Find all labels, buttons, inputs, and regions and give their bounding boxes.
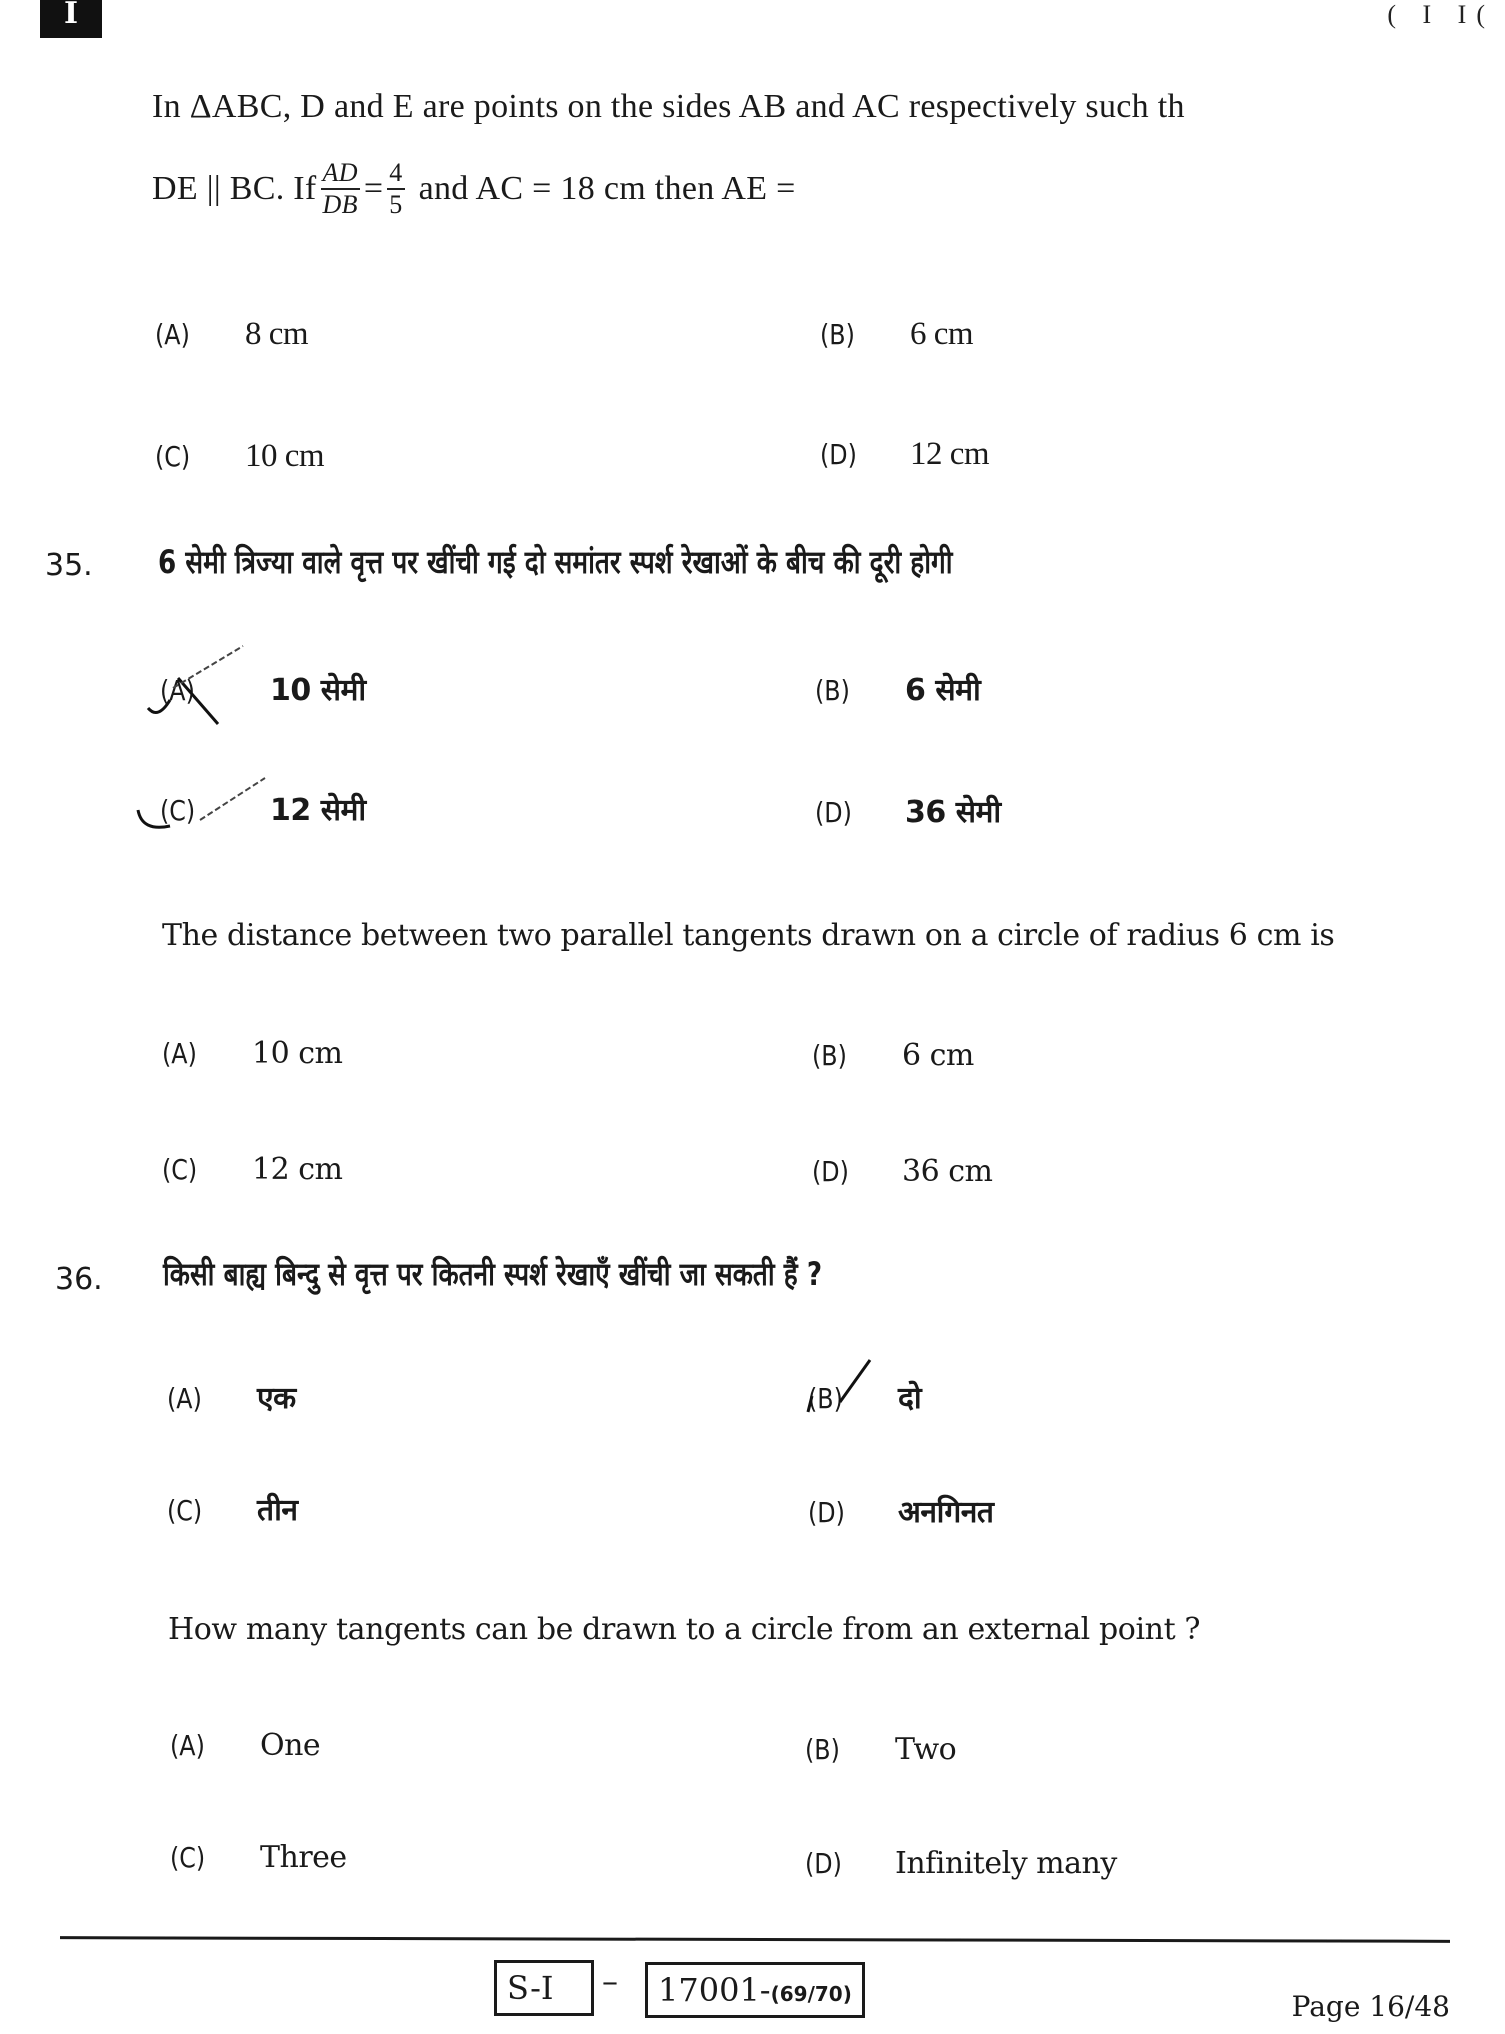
q35-english-option-d[interactable]: (D) 36 cm	[812, 1154, 993, 1189]
crossed-out-mark-icon	[138, 638, 248, 728]
q36-hindi-option-c[interactable]: (C) तीन	[167, 1493, 298, 1528]
q35-english-option-b[interactable]: (B) 6 cm	[812, 1038, 974, 1073]
q36-english-text: How many tangents can be drawn to a circle from an external point ?	[168, 1612, 1201, 1647]
q34-line2-pre: DE || BC. If	[152, 170, 317, 207]
q34-line2-post: and AC = 18 cm then AE =	[418, 170, 796, 207]
q36-english-option-c[interactable]: (C) Three	[170, 1840, 347, 1875]
paper-code-box: 17001-(69/70)	[645, 1962, 865, 2018]
q36-english-option-d[interactable]: (D) Infinitely many	[805, 1846, 1117, 1881]
q34-fraction-4-5: $\frac{4}{5}$	[389, 158, 403, 219]
q34-fraction-ad-db: $\frac{AD}{DB}$	[322, 158, 358, 219]
q35-hindi-option-b[interactable]: (B) 6 सेमी	[815, 673, 981, 708]
q35-hindi-option-d[interactable]: (D) 36 सेमी	[815, 795, 1001, 830]
q35-hindi-text: 6 सेमी त्रिज्या वाले वृत्त पर खींची गई दो समांतर स्पर्श रेखाओं के बीच की दूरी होगी	[158, 543, 953, 581]
q35-english-text: The distance between two parallel tangents drawn on a circle of radius 6 cm is	[162, 918, 1335, 953]
page-number: Page 16/48	[1291, 1990, 1450, 2023]
q36-english-option-a[interactable]: (A) One	[170, 1728, 321, 1763]
q34-text-line2: DE || BC. If $\frac{AD}{DB}$ = $\frac{4}{5}$ and AC = 18 cm then AE =	[152, 158, 796, 219]
q35-english-option-a[interactable]: (A) 10 cm	[162, 1036, 343, 1071]
q34-option-a[interactable]: (A) 8 cm	[155, 316, 309, 352]
q34-option-d[interactable]: (D) 12 cm	[820, 436, 990, 472]
q36-hindi-text: किसी बाह्य बिन्दु से वृत्त पर कितनी स्पर्श रेखाएँ खींची जा सकती हैं ?	[163, 1255, 823, 1293]
q34-text-line1: In ΔABC, D and E are points on the sides AB and AC respectively such th	[152, 88, 1185, 125]
q35-number: 35.	[45, 548, 93, 583]
q36-number: 36.	[55, 1262, 103, 1297]
q35-hindi-option-a[interactable]: (A) 10 सेमी	[160, 673, 366, 708]
series-code-box: S-I	[494, 1960, 594, 2016]
q36-english-option-b[interactable]: (B) Two	[805, 1732, 957, 1767]
q35-english-option-c[interactable]: (C) 12 cm	[162, 1152, 343, 1187]
tick-mark-icon	[130, 770, 270, 840]
q34-option-c[interactable]: (C) 10 cm	[155, 438, 325, 474]
q36-hindi-option-a[interactable]: (A) एक	[167, 1381, 296, 1416]
footer-dash: –	[602, 1962, 618, 2000]
footer-divider	[60, 1936, 1450, 1943]
q35-hindi-option-c[interactable]: (C) 12 सेमी	[160, 793, 366, 828]
section-tab-marker: I	[40, 0, 102, 38]
q36-hindi-option-d[interactable]: (D) अनगिनत	[808, 1495, 994, 1530]
tick-mark-icon	[800, 1356, 880, 1416]
q34-option-b[interactable]: (B) 6 cm	[820, 316, 974, 352]
corner-scan-marks: ( I I(	[1387, 0, 1495, 29]
q36-hindi-option-b[interactable]: (B) दो	[808, 1381, 922, 1416]
